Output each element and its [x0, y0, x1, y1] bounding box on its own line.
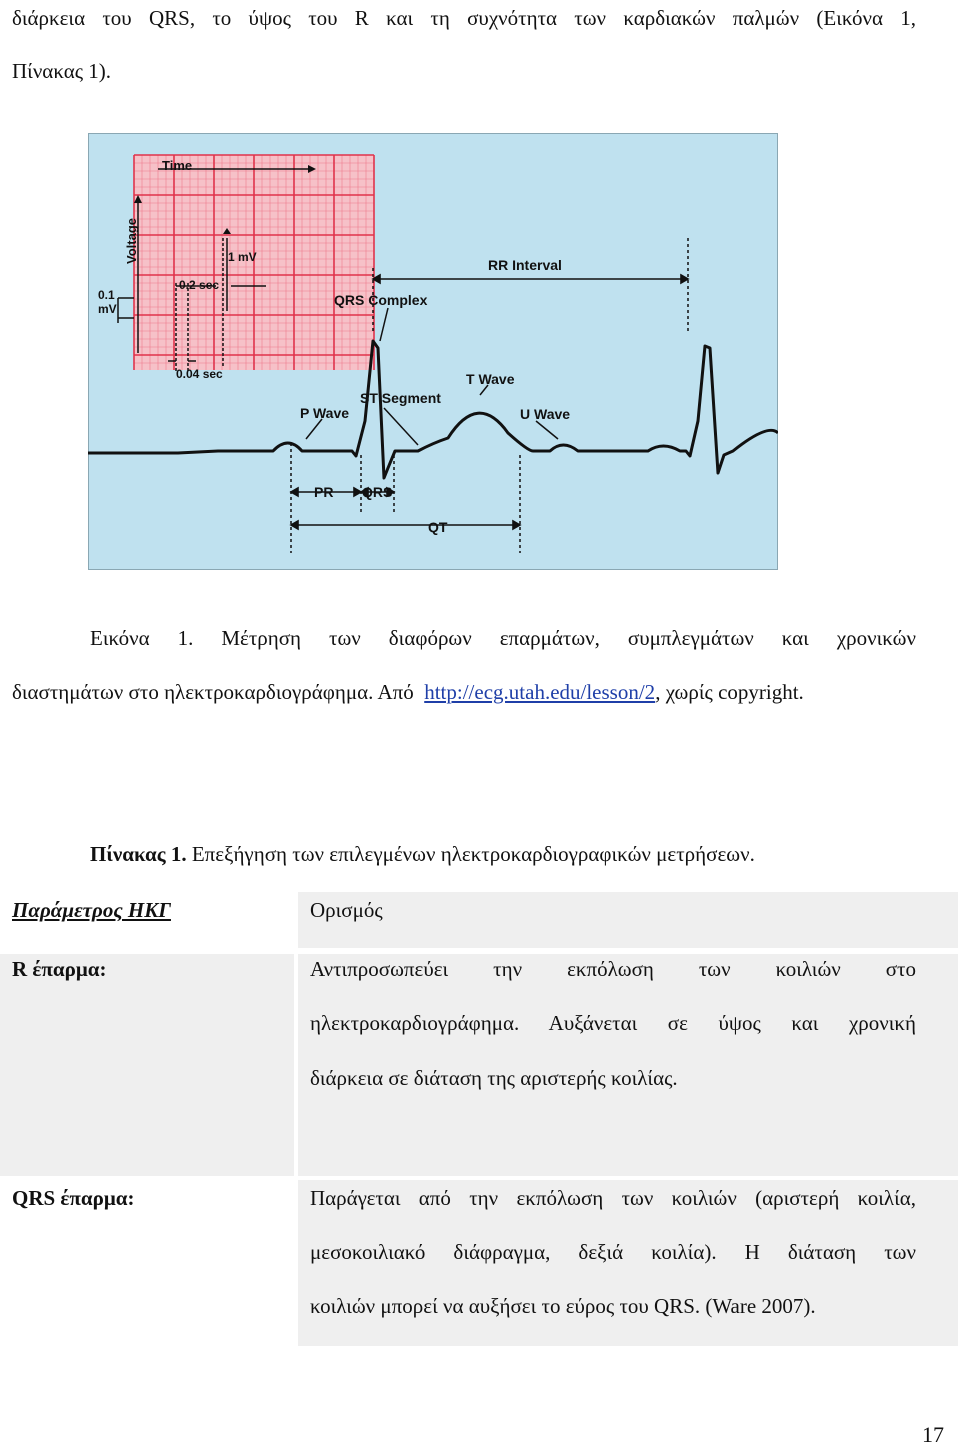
label-qrs-complex: QRS Complex — [334, 292, 428, 308]
row-qrs-line-2: μεσοκοιλιακό διάφραγμα, δεξιά κοιλία). Η διάταση των — [310, 1240, 916, 1264]
header-definition: Ορισμός — [310, 898, 383, 922]
table-title-text: Επεξήγηση των επιλεγμένων ηλεκτροκαρδιογραφικών μετρήσεων. — [191, 842, 755, 866]
label-pr: PR — [314, 484, 334, 500]
caption-suffix: , χωρίς copyright. — [655, 680, 804, 704]
label-t-wave: T Wave — [466, 371, 515, 387]
figure-caption-line-1: Εικόνα 1. Μέτρηση των διαφόρων επαρμάτων, συμπλεγμάτων και χρονικών — [90, 626, 916, 650]
label-voltage: Voltage — [124, 218, 139, 264]
row-qrs-line-1: Παράγεται από την εκπόλωση των κοιλιών (αριστερή κοιλία, — [310, 1186, 916, 1210]
caption-prefix: διαστημάτων στο ηλεκτροκαρδιογράφημα. Από — [12, 680, 414, 704]
source-link[interactable]: http://ecg.utah.edu/lesson/2 — [424, 680, 656, 704]
label-p-wave: P Wave — [300, 405, 350, 421]
label-004sec: 0.04 sec — [176, 367, 223, 381]
label-rr-interval: RR Interval — [488, 257, 562, 273]
intro-line-1: διάρκεια του QRS, το ύψος του R και τη συχνότητα των καρδιακών παλμών (Εικόνα 1, — [12, 6, 916, 30]
table-title-label: Πίνακας 1. — [90, 842, 187, 866]
intro-line-2: Πίνακας 1). — [12, 59, 112, 83]
label-time: Time — [162, 158, 193, 173]
header-definition-cell — [298, 892, 958, 948]
row-qrs-param: QRS έπαρμα: — [12, 1186, 135, 1210]
label-mv: mV — [98, 302, 117, 316]
label-qt: QT — [428, 519, 448, 535]
ecg-diagram — [88, 133, 778, 570]
row-r-param: R έπαρμα: — [12, 957, 107, 981]
label-01: 0.1 — [98, 288, 115, 302]
header-param: Παράμετρος ΗΚΓ — [12, 898, 171, 922]
row-r-line-1: Αντιπροσωπεύει την εκπόλωση των κοιλιών στο — [310, 957, 916, 981]
label-02sec: 0.2 sec — [179, 278, 220, 292]
row-r-param-cell — [0, 954, 294, 1176]
row-r-line-2: ηλεκτροκαρδιογράφημα. Αυξάνεται σε ύψος και χρονική — [310, 1011, 916, 1035]
label-1mv: 1 mV — [228, 250, 257, 264]
row-r-definition-cell — [298, 954, 958, 1176]
figure-caption-line-2 — [12, 680, 804, 705]
label-st-segment: ST Segment — [360, 390, 441, 406]
label-qrs: QRS — [362, 484, 393, 500]
table-title — [90, 842, 755, 867]
page-number: 17 — [922, 1422, 944, 1447]
row-r-line-3: διάρκεια σε διάταση της αριστερής κοιλίας. — [310, 1066, 678, 1090]
row-qrs-line-3: κοιλιών μπορεί να αυξήσει το εύρος του QRS. (Ware 2007). — [310, 1294, 816, 1318]
label-u-wave: U Wave — [520, 406, 571, 422]
